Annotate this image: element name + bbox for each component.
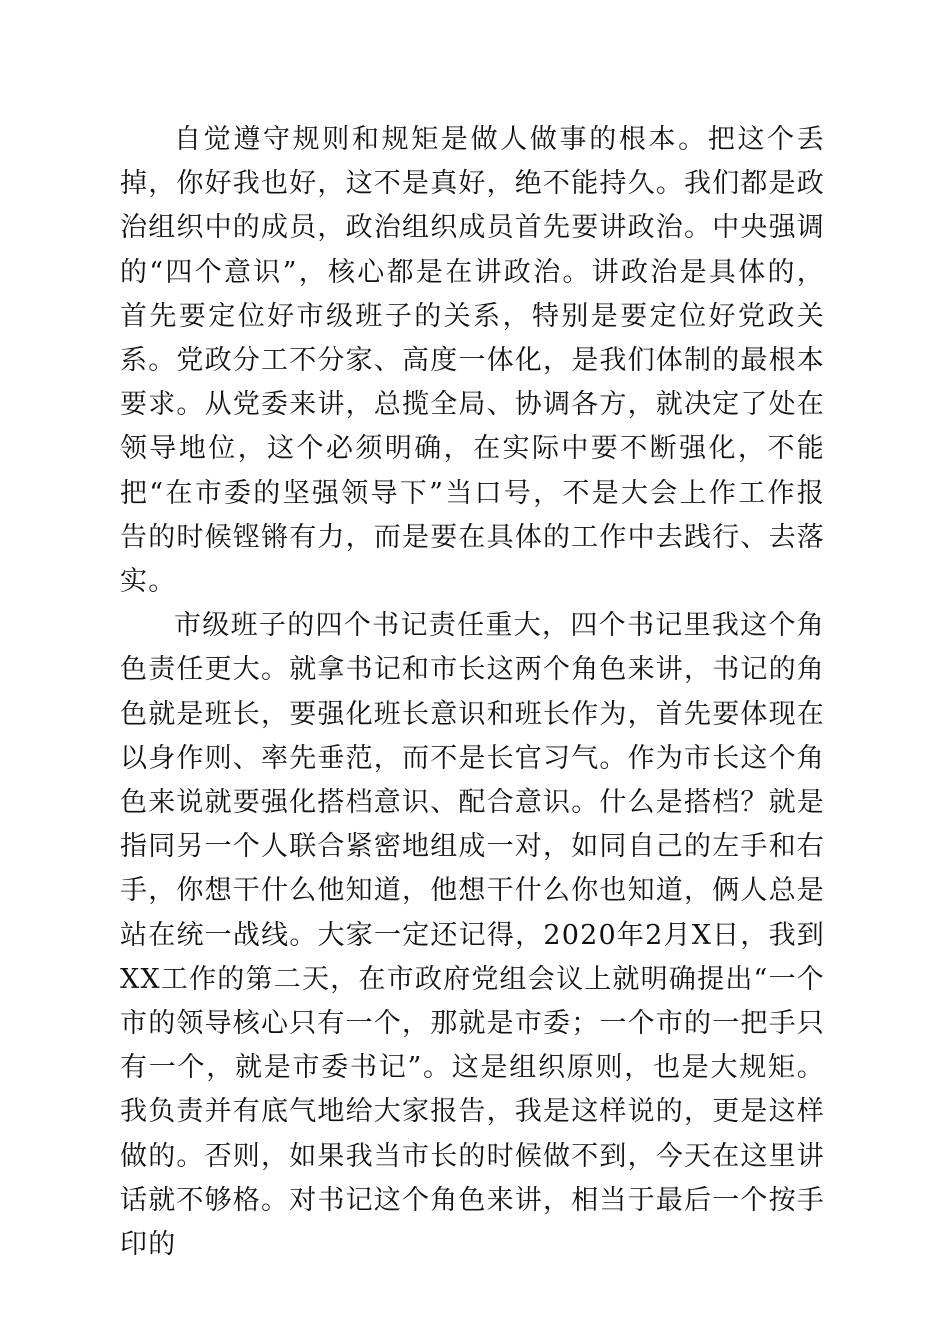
document-body xyxy=(120,118,825,1267)
paragraph-2: 市级班子的四个书记责任重大，四个书记里我这个角色责任更大。就拿书记和市长这两个角色来讲，书记的角色就是班长，要强化班长意识和班长作为，首先要体现在以身作则、率先垂范，而不是长官习气。作为市长这个角色来说就要强化搭档意识、配合意识。什么是搭档？就是指同另一个人联合紧密地组成一对，如同自己的左手和右手，你想干什么他知道，他想干什么你也知道，俩人总是站在统一战线。大家一定还记得，2020年2月X日，我到XX工作的第二天，在市政府党组会议上就明确提出“一个市的领导核心只有一个，那就是市委；一个市的一把手只有一个，就是市委书记”。这是组织原则，也是大规矩。我负责并有底气地给大家报告，我是这样说的，更是这样做的。否则，如果我当市长的时候做不到，今天在这里讲话就不够格。对书记这个角色来讲，相当于最后一个按手印的 xyxy=(120,610,825,1261)
paragraph-1: 自觉遵守规则和规矩是做人做事的根本。把这个丢掉，你好我也好，这不是真好，绝不能持久。我们都是政治组织中的成员，政治组织成员首先要讲政治。中央强调的“四个意识”，核心都是在讲政治。讲政治是具体的，首先要定位好市级班子的关系，特别是要定位好党政关系。党政分工不分家、高度一体化，是我们体制的最根本要求。从党委来讲，总揽全局、协调各方，就决定了处在领导地位，这个必须明确，在实际中要不断强化，不能把“在市委的坚强领导下”当口号，不是大会上作工作报告的时候铿锵有力，而是要在具体的工作中去践行、去落实。 xyxy=(120,124,825,598)
